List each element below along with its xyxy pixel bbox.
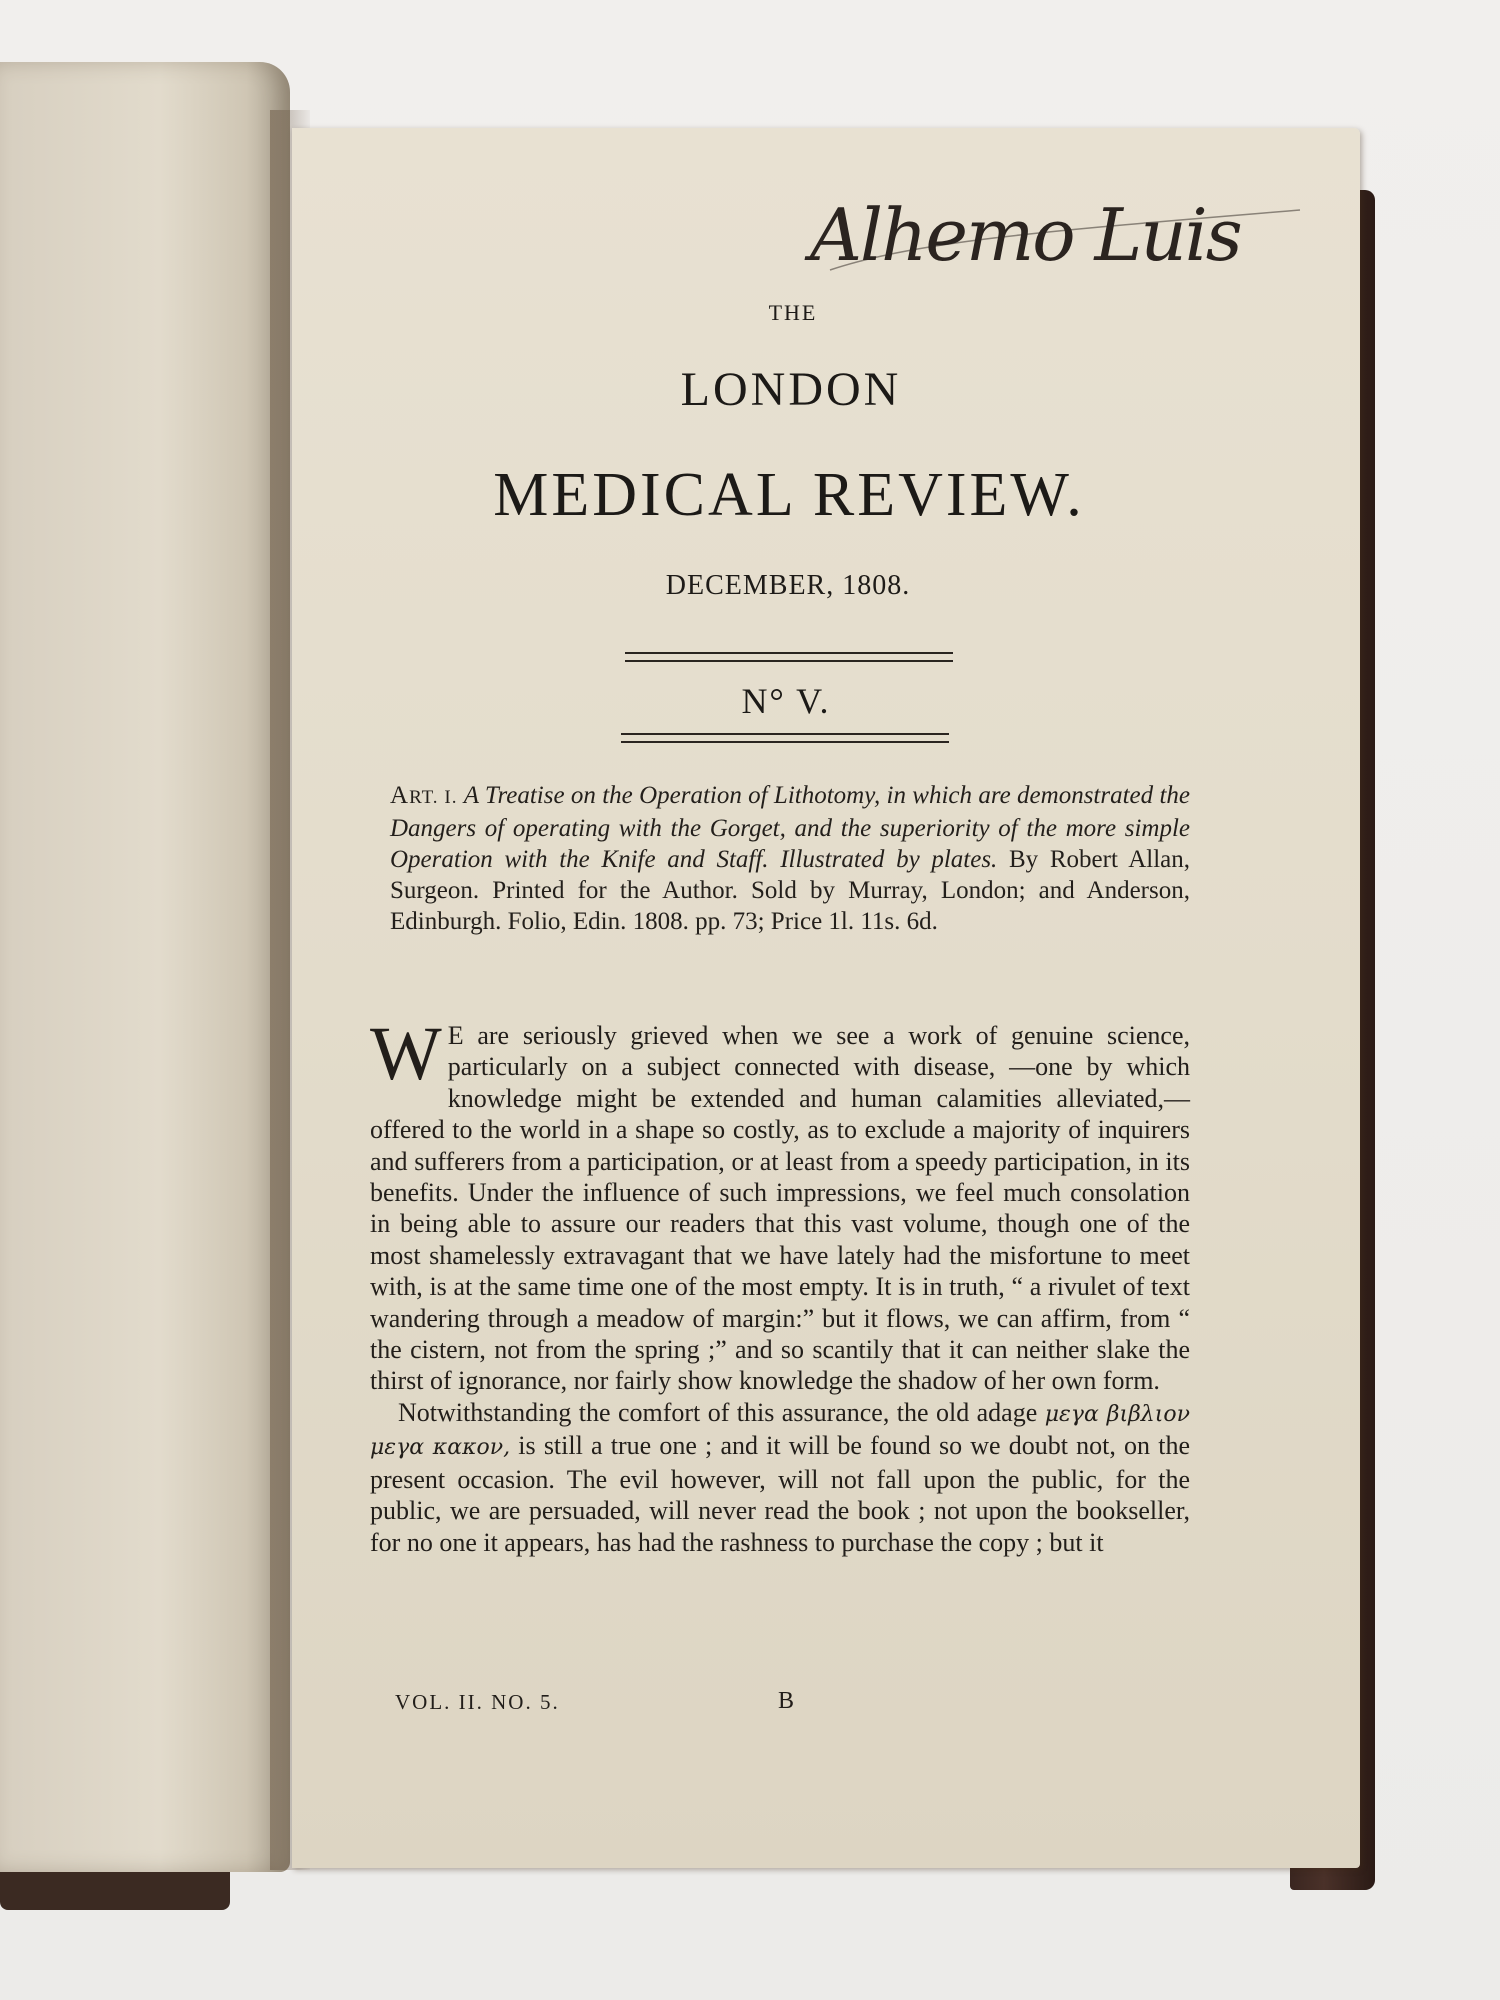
volume-number: VOL. II. NO. 5. (395, 1690, 560, 1714)
title-london: LONDON (680, 363, 902, 416)
double-rule-bottom (621, 733, 949, 743)
signature-text: Alhemo Luis (810, 193, 1241, 277)
paragraph-1-text: E are seriously grieved when we see a work of genuine science, particularly on a subject connected with disease, —one by which knowledge might be extended and human calamities alleviated,—offered to the world in a shape so costly, as to exclude a majority of inquirers and sufferers from a participation, or at least from a speedy participation, in its benefits. Under the influence of such impressions, we feel much consolation in being able to assure our readers that this vast volume, though one of the most shamelessly extravagant that we have lately had the misfortune to meet with, is at the same time one of the most empty. It is in truth, “ a rivulet of text wandering through a meadow of margin:” but it flows, we can affirm, from “ the cistern, not from the spring ;” and so scantily that it can neither slake the thirst of ignorance, nor fairly show knowledge the shadow of her own form. (370, 1021, 1190, 1396)
title-the: THE (768, 300, 818, 325)
issue-date: DECEMBER, 1808. (665, 570, 911, 601)
page-footer (395, 1690, 995, 1715)
title-medical-review: MEDICAL REVIEW. (493, 461, 1085, 529)
article-publication: By Robert Allan, Surgeon. Printed for the Author. Sold by Murray, London; and Anderson, Edinburgh. Folio, Edin. 1808. pp. 73; Price 1l. 11s. 6d. (390, 846, 1190, 935)
handwritten-signature (800, 170, 1320, 290)
article-title: A Treatise on the Operation of Lithotomy, in which are demonstrated the Dangers of operating with the Gorget, and the superiority of the more simple Operation with the Knife and Staff. Illustrated by plates. (390, 782, 1191, 873)
paragraph-2 (370, 1397, 1190, 1558)
article-label: A (390, 782, 410, 809)
article-heading (390, 780, 1190, 937)
left-page (0, 62, 290, 1872)
paragraph-1 (370, 1012, 1190, 1397)
paragraph-2-start: Notwithstanding the comfort of this assurance, the old adage (398, 1397, 1038, 1427)
drop-cap: W (370, 1012, 442, 1096)
greek-adage: μεγα βιβλιον μεγα κακον, (370, 1401, 1190, 1461)
issue-number: N° V. (741, 681, 831, 721)
article-body (370, 1012, 1191, 1558)
double-rule-top (625, 652, 953, 662)
signature-mark: B (778, 1688, 795, 1714)
article-label-small: RT. I. (409, 787, 458, 808)
paragraph-2-rest: is still a true one ; and it will be found so we doubt not, on the present occasion. The evil however, will not fall upon the public, for the public, we are persuaded, will never read the book ; not upon the bookseller, for no one it appears, has had the rashness to purchase the copy ; but it (370, 1431, 1191, 1557)
